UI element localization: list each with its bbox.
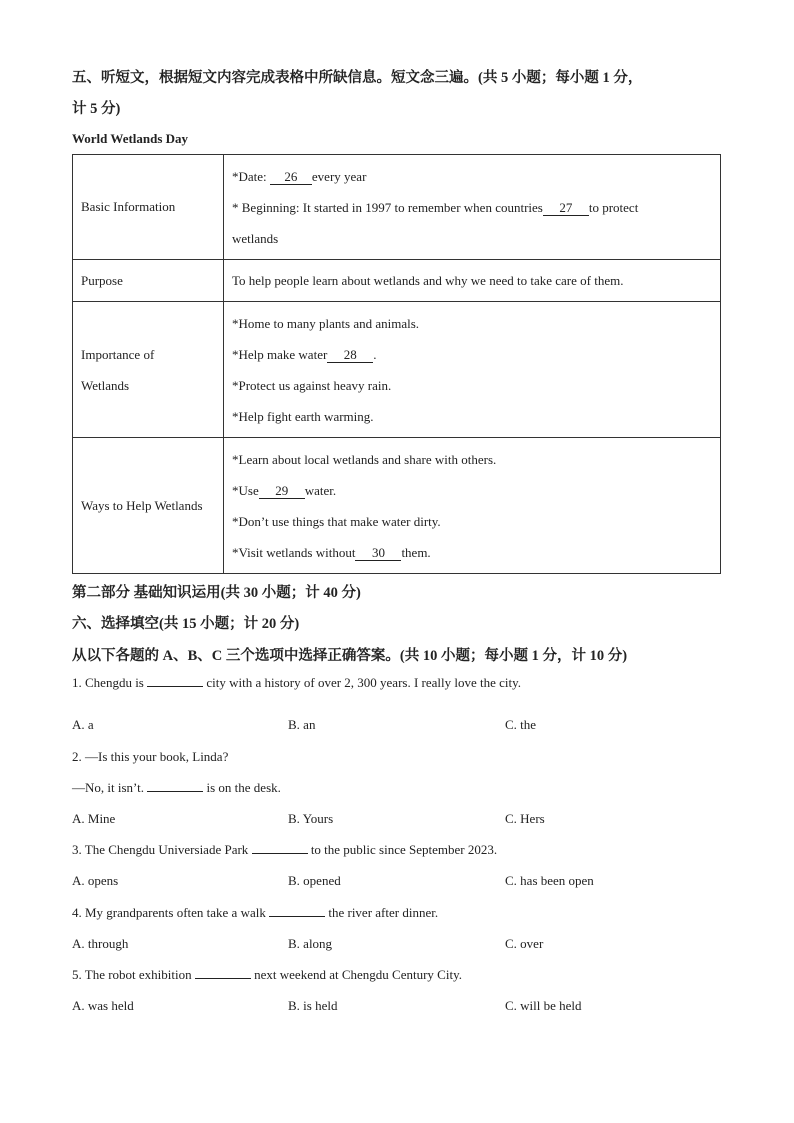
table-title: World Wetlands Day — [72, 131, 189, 146]
row-content — [224, 155, 721, 260]
row-line: *Learn about local wetlands and share with others. — [232, 451, 497, 467]
answer-blank[interactable]: 27 — [543, 201, 589, 216]
option-c[interactable]: C. over — [505, 936, 544, 951]
row-content: To help people learn about wetlands and why we need to take care of them. — [224, 260, 721, 302]
answer-blank[interactable]: 28 — [327, 348, 373, 363]
option-c[interactable]: C. Hers — [505, 811, 545, 826]
option-c[interactable]: C. has been open — [505, 873, 594, 888]
table-row — [73, 260, 721, 302]
row-line: *Use 29 water. — [232, 482, 337, 498]
row-line: *Protect us against heavy rain. — [232, 377, 392, 393]
answer-blank[interactable] — [252, 843, 308, 854]
question-stem: 4. My grandparents often take a walk the river after dinner. — [72, 905, 439, 920]
option-a[interactable]: A. a — [72, 717, 94, 732]
option-a[interactable]: A. through — [72, 936, 129, 951]
table-row — [73, 302, 721, 438]
section-5-heading-cont: 计 5 分) — [72, 101, 121, 117]
question-stem: 3. The Chengdu Universiade Park to the public since September 2023. — [72, 842, 498, 857]
option-b[interactable]: B. opened — [288, 873, 341, 888]
row-label: Importance of Wetlands — [73, 302, 224, 438]
answer-blank[interactable] — [269, 906, 325, 917]
option-b[interactable]: B. an — [288, 717, 316, 732]
row-line: *Home to many plants and animals. — [232, 315, 420, 331]
row-content — [224, 438, 721, 574]
row-line: *Help fight earth warming. — [232, 408, 374, 424]
row-line: *Visit wetlands without 30 them. — [232, 544, 431, 560]
row-label: Purpose — [73, 260, 224, 302]
option-a[interactable]: A. Mine — [72, 811, 116, 826]
part-2-heading: 第二部分 基础知识运用(共 30 小题；计 40 分) — [72, 585, 361, 601]
section-6-instruction: 从以下各题的 A、B、C 三个选项中选择正确答案。(共 10 小题；每小题 1 分，计 10 分) — [72, 648, 628, 664]
answer-blank[interactable] — [147, 781, 203, 792]
table-row — [73, 155, 721, 260]
row-label: Ways to Help Wetlands — [73, 438, 224, 574]
row-label: Basic Information — [73, 155, 224, 260]
section-5-heading: 五、听短文，根据短文内容完成表格中所缺信息。短文念三遍。(共 5 小题；每小题 1 分， — [72, 70, 643, 86]
question-stem: 5. The robot exhibition next weekend at Chengdu Century City. — [72, 967, 462, 982]
option-b[interactable]: B. Yours — [288, 811, 334, 826]
row-line: wetlands — [232, 230, 279, 246]
question-stem: 2. —Is this your book, Linda? — [72, 749, 229, 764]
row-content — [224, 302, 721, 438]
table-row — [73, 438, 721, 574]
option-c[interactable]: C. will be held — [505, 998, 582, 1013]
answer-blank[interactable] — [195, 968, 251, 979]
answer-blank[interactable]: 30 — [355, 546, 401, 561]
option-a[interactable]: A. was held — [72, 998, 134, 1013]
row-line: *Help make water 28 . — [232, 346, 377, 362]
option-c[interactable]: C. the — [505, 717, 537, 732]
answer-blank[interactable]: 29 — [259, 484, 305, 499]
option-b[interactable]: B. is held — [288, 998, 338, 1013]
question-stem-reply: —No, it isn’t. is on the desk. — [72, 780, 281, 795]
option-a[interactable]: A. opens — [72, 873, 119, 888]
wetlands-table — [72, 154, 721, 574]
option-b[interactable]: B. along — [288, 936, 333, 951]
row-line: * Beginning: It started in 1997 to remember when countries 27 to protect — [232, 199, 639, 215]
answer-blank[interactable] — [147, 676, 203, 687]
row-line: *Date: 26 every year — [232, 168, 367, 184]
answer-blank[interactable]: 26 — [270, 170, 312, 185]
question-stem: 1. Chengdu is city with a history of over 2, 300 years. I really love the city. — [72, 675, 522, 690]
row-line: *Don’t use things that make water dirty. — [232, 513, 441, 529]
section-6-heading: 六、选择填空(共 15 小题；计 20 分) — [72, 616, 300, 632]
